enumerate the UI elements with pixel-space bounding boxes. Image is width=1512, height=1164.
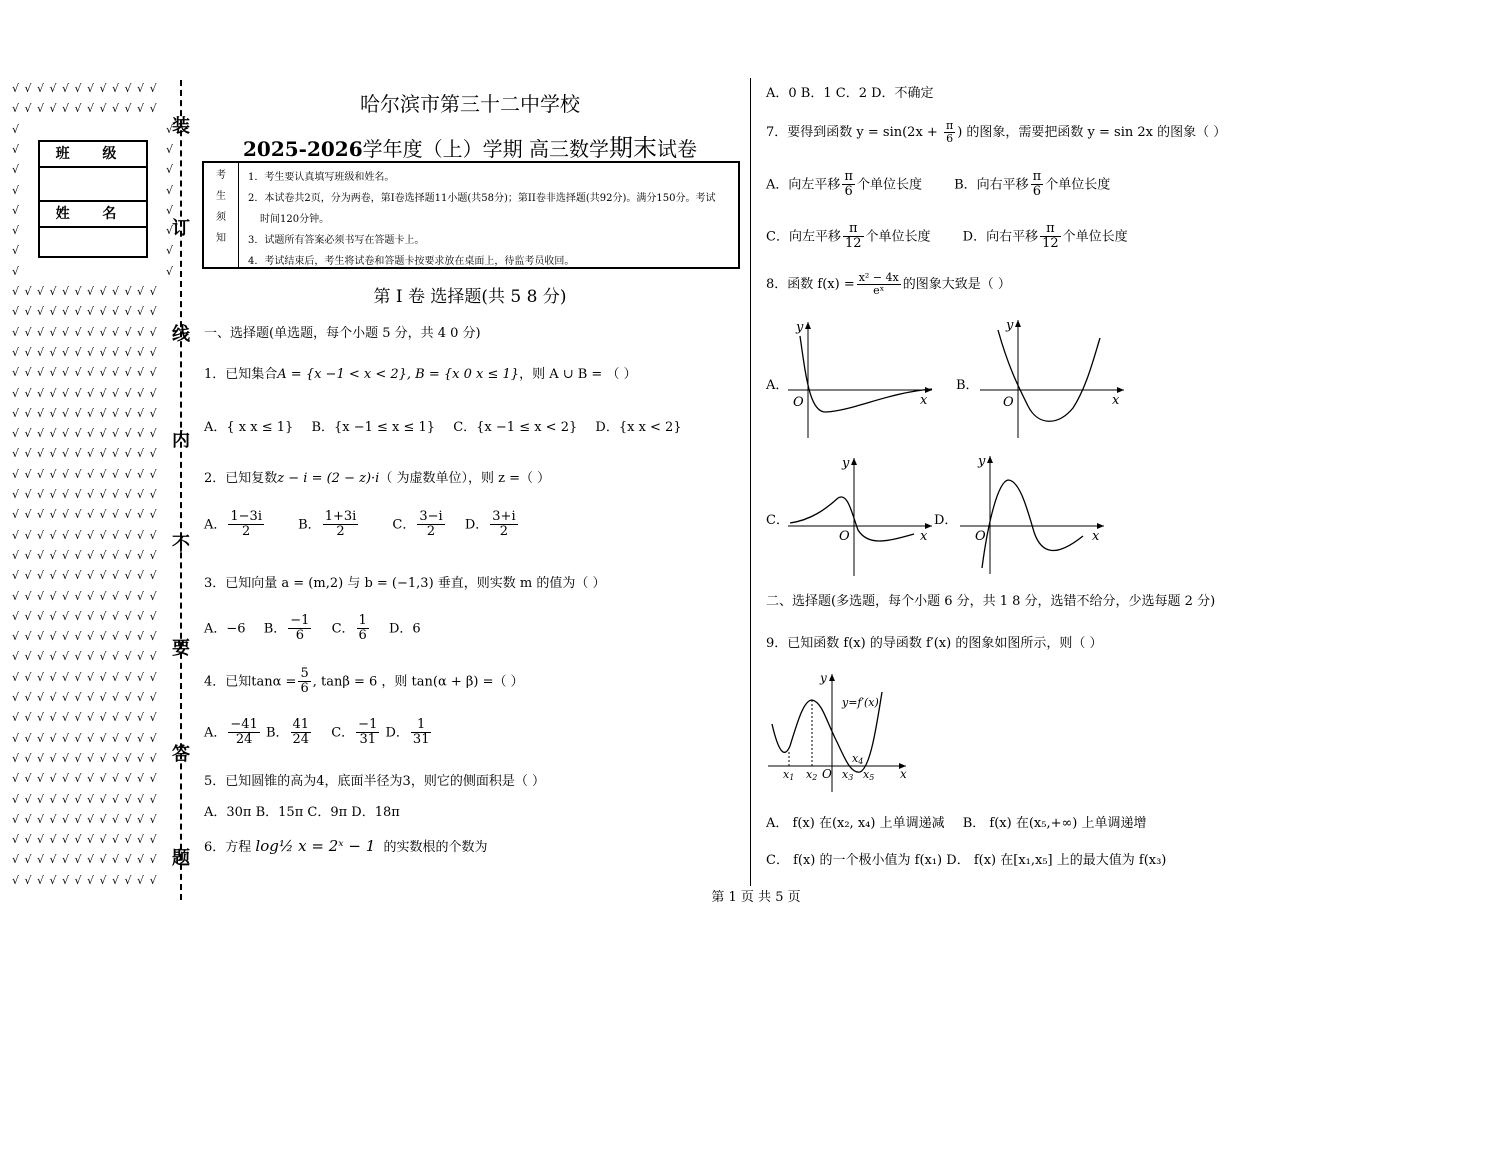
notice-item: 2．本试卷共2页，分为两卷，第I卷选择题11小题(共58分)；第II卷非选择题(共92分)。满分150分。考试: [248, 193, 716, 204]
q4-c-denominator: 31: [359, 732, 377, 748]
q6-tail: 的实数根的个数为: [383, 840, 488, 855]
q2-c-denominator: 2: [426, 524, 436, 540]
question-1: [204, 363, 637, 382]
question-9: 9．已知函数 f(x) 的导函数 f′(x) 的图象如图所示，则（ ）: [766, 636, 1103, 651]
binding-check-marks: √ √ √ √ √ √ √ √ √ √ √ √: [12, 630, 158, 644]
q2-option-a-label: A．: [204, 517, 227, 533]
q4-d-numerator: 1: [411, 718, 432, 733]
q8-option-b-label: B．: [956, 378, 979, 393]
q7-b-denominator: 6: [1032, 184, 1042, 200]
question-6: [204, 836, 488, 855]
notice-item: 3．试题所有答案必须书写在答题卡上。: [248, 235, 425, 246]
q4-options: [204, 718, 433, 748]
q8-option-d-label: D．: [934, 513, 958, 528]
binding-check-marks: √ √ √ √ √ √ √ √ √ √ √ √: [12, 589, 158, 603]
binding-check-marks: √: [12, 122, 21, 136]
binding-char: 要: [172, 638, 190, 659]
class-label: 班 级: [40, 142, 146, 168]
svg-text:x5: x5: [863, 768, 875, 782]
binding-check-marks: √ √ √ √ √ √ √ √ √ √ √ √: [12, 406, 158, 420]
q9-derivative-graph: [766, 670, 916, 794]
binding-check-marks: √ √ √ √ √ √ √ √ √ √ √ √: [12, 772, 158, 786]
q7-option-b-label: B．向右平移: [954, 177, 1029, 193]
binding-check-marks: √ √ √ √ √ √ √ √ √ √ √ √: [12, 548, 158, 562]
binding-check-marks: √ √ √ √ √ √ √ √ √ √ √ √: [12, 508, 158, 522]
q7-tail: ) 的图象，需要把函数 y = sin 2x 的图象（ ）: [957, 125, 1227, 141]
q7-b-unit: 个单位长度: [1045, 177, 1111, 193]
notice-side-char: 生: [216, 191, 226, 202]
binding-check-marks: √ √ √ √ √ √ √ √ √ √ √ √: [12, 711, 158, 725]
binding-check-marks: √ √ √ √ √ √ √ √ √ √ √ √: [12, 386, 158, 400]
q9-option-a: A． f(x) 在(x₂, x₄) 上单调递减: [766, 816, 945, 831]
q4-numerator: 5: [300, 666, 309, 681]
q2-a-denominator: 2: [242, 524, 251, 540]
binding-check-marks: √: [166, 244, 175, 258]
part1-heading: 一、选择题(单选题，每个小题 5 分，共 4 0 分): [204, 326, 481, 341]
q2-tail: （ 为虚数单位），则 z =（ ）: [379, 471, 551, 486]
binding-check-marks: √: [12, 142, 21, 156]
q7-d-unit: 个单位长度: [1062, 229, 1128, 245]
origin-label: O: [1003, 395, 1014, 410]
question-5: 5．已知圆锥的高为4，底面半径为3，则它的侧面积是（ ）: [204, 774, 545, 789]
x-axis-label: x: [920, 393, 928, 408]
name-blank[interactable]: [40, 228, 146, 260]
q9-option-b: B． f(x) 在(x₅,+∞) 上单调递增: [962, 816, 1147, 831]
q4-d-denominator: 31: [412, 732, 430, 748]
q4-stem: 4．已知tanα =: [204, 674, 297, 690]
binding-check-marks: √: [12, 244, 21, 258]
binding-check-marks: √: [166, 122, 175, 136]
q2-c-numerator: 3−i: [419, 509, 443, 524]
q2-b-numerator: 1+3i: [324, 509, 357, 524]
origin-label: O: [793, 395, 804, 410]
binding-check-marks: √ √ √ √ √ √ √ √ √ √ √ √: [12, 873, 158, 887]
q3-option-c-label: C．: [331, 621, 355, 637]
q1-option-c: C．{x −1 ≤ x < 2}: [453, 420, 578, 435]
binding-char: 线: [172, 324, 190, 345]
y-axis-label: y: [1006, 318, 1014, 333]
q2-option-c-label: C．: [392, 517, 416, 533]
q1-sets: A = {x −1 < x < 2}, B = {x 0 x ≤ 1}: [277, 367, 520, 382]
q3-option-a: A．−6: [204, 621, 246, 637]
origin-label: O: [975, 529, 986, 544]
q4-denominator: 6: [300, 681, 309, 697]
q2-d-denominator: 2: [499, 524, 509, 540]
binding-check-marks: √ √ √ √ √ √ √ √ √ √ √ √: [12, 305, 158, 319]
binding-char: 内: [172, 430, 190, 451]
q1-option-a: A．{ x x ≤ 1}: [204, 420, 294, 435]
q7-c-denominator: 12: [844, 236, 862, 252]
svg-text:x1: x1: [783, 768, 795, 782]
binding-check-marks: √: [166, 183, 175, 197]
q7-a-denominator: 6: [844, 184, 853, 200]
binding-check-marks: √ √ √ √ √ √ √ √ √ √ √ √: [12, 609, 158, 623]
q4-b-numerator: 41: [292, 717, 310, 732]
q7-d-denominator: 12: [1042, 236, 1059, 252]
q6-stem: 6．方程: [204, 840, 252, 855]
question-2: [204, 467, 550, 486]
q7-option-a-label: A．向左平移: [766, 177, 841, 193]
q4-option-d-label: D．: [385, 725, 409, 741]
q8-graph-a: [786, 318, 936, 440]
binding-char: 不: [172, 534, 190, 555]
binding-char: 装: [172, 116, 190, 137]
q6-options: A．0 B．1 C．2 D．不确定: [766, 86, 934, 101]
binding-check-marks: √ √ √ √ √ √ √ √ √ √ √ √: [12, 569, 158, 583]
q7-options-row1: [766, 170, 1110, 200]
q5-options: A．30π B．15π C．9π D．18π: [204, 805, 400, 820]
q2-d-numerator: 3+i: [492, 509, 516, 524]
exam-tail: 试卷: [657, 137, 697, 161]
question-3: 3．已知向量 a = (m,2) 与 b = (−1,3) 垂直，则实数 m 的值为（ ）: [204, 576, 606, 591]
school-name: 哈尔滨市第三十二中学校: [360, 92, 580, 116]
notice-item: 4．考试结束后，考生将试卷和答题卡按要求放在桌面上，待监考员收回。: [248, 256, 575, 267]
q8-stem: 8．函数 f(x) =: [766, 277, 855, 293]
q3-options: [204, 614, 421, 644]
q9-curve-label: y=f′(x): [842, 696, 879, 709]
y-axis-label: y: [842, 456, 850, 471]
q7-option-d-label: D．向右平移: [962, 229, 1039, 245]
binding-check-marks: √: [12, 224, 21, 238]
y-axis-label: y: [820, 671, 827, 685]
q1-option-d: D．{x x < 2}: [595, 420, 682, 435]
binding-check-marks: √: [166, 264, 175, 278]
binding-char: 答: [172, 744, 190, 765]
binding-check-marks: √ √ √ √ √ √ √ √ √ √ √ √: [12, 751, 158, 765]
q4-c-numerator: −1: [358, 717, 378, 732]
y-axis-label: y: [978, 454, 986, 469]
binding-check-marks: √ √ √ √ √ √ √ √ √ √ √ √: [12, 366, 158, 380]
binding-char: 订: [172, 218, 190, 239]
exam-title: [200, 128, 740, 163]
name-label: 姓 名: [40, 202, 146, 228]
origin-label: O: [822, 767, 832, 781]
binding-check-marks: √ √ √ √ √ √ √ √ √ √ √ √: [12, 812, 158, 826]
q7-d-numerator: π: [1040, 222, 1061, 237]
q2-option-b-label: B．: [298, 517, 321, 533]
q6-equation: log½ x = 2ˣ − 1: [255, 837, 376, 855]
binding-char: 题: [172, 848, 190, 869]
question-7: [766, 120, 1226, 145]
binding-check-marks: √ √ √ √ √ √ √ √ √ √ √ √: [12, 345, 158, 359]
binding-check-marks: √: [166, 163, 175, 177]
x-axis-label: x: [920, 529, 928, 544]
q2-option-d-label: D．: [464, 517, 489, 533]
q9-options-row2: [766, 849, 1166, 868]
binding-check-marks: √ √ √ √ √ √ √ √ √ √ √ √: [12, 691, 158, 704]
binding-check-marks: √ √ √ √ √ √ √ √ √ √ √ √: [12, 650, 158, 664]
notice-side-char: 须: [216, 212, 226, 223]
q8-denominator: eˣ: [873, 284, 885, 298]
q7-denominator: 6: [946, 132, 954, 146]
q8-option-c-label: C．: [766, 513, 789, 528]
q2-a-numerator: 1−3i: [230, 509, 262, 524]
q4-option-a-label: A．: [204, 725, 227, 741]
q3-option-d: D．6: [388, 621, 421, 637]
q7-c-unit: 个单位长度: [865, 229, 931, 245]
binding-check-marks: √: [166, 142, 175, 156]
binding-check-marks: √ √ √ √ √ √ √ √ √ √ √ √: [12, 102, 158, 116]
q8-graph-c: [786, 454, 936, 578]
notice-side-char: 考: [216, 170, 226, 181]
q8-graph-d: [958, 452, 1108, 576]
q9-option-c: C． f(x) 的一个极小值为 f(x₁): [766, 853, 943, 868]
binding-check-marks: √ √ √ √ √ √ √ √ √ √ √ √: [12, 467, 158, 481]
notice-side-char: 知: [216, 233, 226, 244]
x-axis-label: x: [1112, 393, 1120, 408]
q9-option-d: D． f(x) 在[x₁,x₅] 上的最大值为 f(x₃): [946, 853, 1167, 868]
q1-tail: ，则 A ∪ B = （ ）: [519, 367, 637, 382]
svg-text:x2: x2: [806, 768, 818, 782]
x-axis-label: x: [900, 767, 907, 781]
binding-check-marks: √ √ √ √ √ √ √ √ √ √ √ √: [12, 427, 158, 441]
q7-a-unit: 个单位长度: [856, 177, 922, 193]
q1-stem: 1．已知集合: [204, 367, 278, 382]
notice-item: 时间120分钟。: [260, 214, 330, 225]
q2-stem: 2．已知复数: [204, 471, 278, 486]
binding-check-marks: √ √ √ √ √ √ √ √ √ √ √ √: [12, 731, 158, 745]
q1-options: [204, 416, 682, 435]
q7-options-row2: [766, 222, 1128, 252]
binding-check-marks: √: [12, 203, 21, 217]
q3-b-numerator: −1: [290, 613, 310, 628]
notice-item: 1．考生要认真填写班级和姓名。: [248, 172, 395, 183]
q2-b-denominator: 2: [336, 524, 345, 540]
x-axis-label: x: [1092, 529, 1100, 544]
q7-b-numerator: π: [1032, 169, 1042, 184]
question-4: [204, 667, 524, 697]
q4-a-denominator: 24: [235, 732, 253, 748]
binding-check-marks: √ √ √ √ √ √ √ √ √ √ √ √: [12, 488, 158, 501]
q7-numerator: π: [945, 119, 954, 132]
q3-c-numerator: 1: [358, 613, 367, 628]
part2-heading: 二、选择题(多选题，每个小题 6 分，共 1 8 分，选错不给分，少选每题 2 分): [766, 594, 1216, 609]
notice-side: [204, 163, 239, 267]
q4-option-c-label: C．: [331, 725, 355, 741]
svg-text:x3: x3: [842, 768, 854, 782]
q8-graph-b: [978, 316, 1128, 440]
q9-options-row1: [766, 812, 1147, 831]
q4-tail: , tanβ = 6 ，则 tan(α + β) =（ ）: [312, 674, 524, 690]
q3-b-denominator: 6: [295, 628, 304, 644]
q3-option-b-label: B．: [263, 621, 287, 637]
exam-type: 期末: [609, 134, 657, 162]
binding-check-marks: √ √ √ √ √ √ √ √ √ √ √ √: [12, 853, 158, 867]
binding-check-marks: √ √ √ √ √ √ √ √ √ √ √ √: [12, 82, 158, 95]
binding-check-marks: √ √ √ √ √ √ √ √ √ √ √ √: [12, 447, 158, 461]
q4-option-b-label: B．: [265, 725, 289, 741]
binding-check-marks: √ √ √ √ √ √ √ √ √ √ √ √: [12, 325, 158, 339]
q2-options: [204, 510, 520, 540]
class-blank[interactable]: [40, 168, 146, 202]
binding-check-marks: √: [12, 264, 21, 278]
exam-year: 2025-2026: [243, 137, 363, 161]
binding-check-marks: √ √ √ √ √ √ √ √ √ √ √ √: [12, 528, 158, 542]
origin-label: O: [839, 529, 850, 544]
exam-term: 学年度（上）学期 高三数学: [362, 137, 609, 161]
column-divider: [750, 78, 751, 886]
q7-option-c-label: C．向左平移: [766, 229, 841, 245]
q7-c-numerator: π: [843, 222, 864, 237]
section1-title: 第 I 卷 选择题(共 5 8 分): [373, 287, 567, 307]
binding-check-marks: √: [12, 163, 21, 177]
binding-check-marks: √: [12, 183, 21, 197]
notice-box: [202, 161, 740, 269]
student-info-box: [38, 140, 148, 258]
binding-check-marks: √ √ √ √ √ √ √ √ √ √ √ √: [12, 833, 158, 847]
page-footer: 第 1 页 共 5 页: [711, 890, 801, 905]
binding-check-marks: √ √ √ √ √ √ √ √ √ √ √ √: [12, 792, 158, 806]
binding-dashed-line: [180, 80, 186, 900]
q8-numerator: x² − 4x: [858, 271, 899, 284]
binding-check-marks: √: [166, 224, 175, 238]
q8-option-a-label: A．: [766, 378, 789, 393]
binding-check-marks: √ √ √ √ √ √ √ √ √ √ √ √: [12, 285, 158, 298]
q1-option-b: B．{x −1 ≤ x ≤ 1}: [311, 420, 436, 435]
svg-text:x4: x4: [852, 752, 864, 766]
binding-check-marks: √ √ √ √ √ √ √ √ √ √ √ √: [12, 670, 158, 684]
q7-stem: 7．要得到函数 y = sin(2x +: [766, 125, 942, 141]
q8-tail: 的图象大致是（ ）: [902, 277, 1011, 293]
binding-check-marks: √: [166, 203, 175, 217]
q2-equation: z − i = (2 − z)·i: [277, 471, 380, 486]
q4-b-denominator: 24: [292, 732, 310, 748]
q7-a-numerator: π: [844, 169, 853, 184]
q4-a-numerator: −41: [230, 717, 258, 732]
y-axis-label: y: [796, 320, 804, 335]
question-8: [766, 272, 1011, 297]
q3-c-denominator: 6: [358, 628, 367, 644]
